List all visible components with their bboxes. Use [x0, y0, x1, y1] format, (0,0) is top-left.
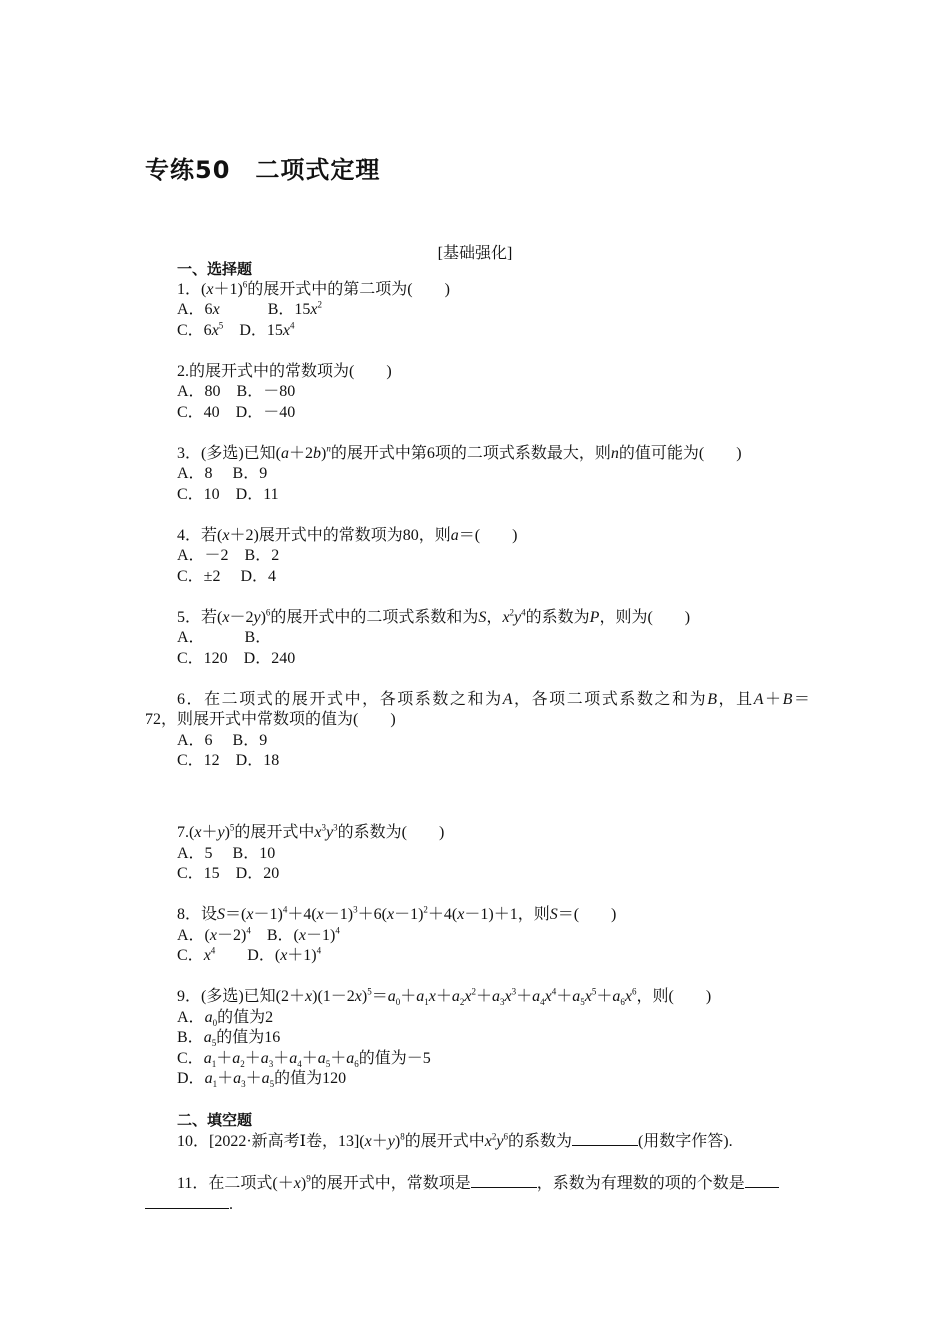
question-4-options-ab: A．－2 B．2	[177, 547, 280, 564]
question-11-line-2: .	[145, 1194, 810, 1216]
question-4-options-cd: C．±2 D．4	[177, 567, 277, 585]
question-2: 2.的展开式中的常数项为( )	[177, 362, 392, 380]
question-1-options-cd: C．$6x^5$ D．$15x^4$	[177, 320, 295, 339]
q1-option-c: C．6	[177, 321, 212, 339]
question-1: 1．$(x+1)^6$的展开式中的第二项为( )	[177, 279, 450, 298]
worksheet-body	[145, 259, 810, 1216]
question-8: 8．设$S=(x-1)^4+4(x-1)^3+6(x-1)^2+4(x-1)+1$，则S＝( )	[177, 904, 617, 923]
question-8-number: 8．设	[177, 906, 218, 923]
question-9-option-b: B．$a_5$的值为16	[177, 1029, 281, 1049]
question-8-options-cd: C．$x^4$ D．$(x+1)^4$	[177, 945, 322, 964]
question-11: 11．在二项式$(+x)^9$的展开式中，常数项是 ，系数为有理数的项的个数是	[145, 1173, 810, 1195]
question-5-number: 5．若(	[177, 608, 223, 626]
question-3-options-ab: A．8 B．9	[177, 465, 268, 482]
answer-blank-10[interactable]	[572, 1131, 638, 1146]
question-11-number: 11．在二项式(＋	[177, 1174, 294, 1192]
question-11-text: 的展开式中，常数项是	[310, 1174, 471, 1192]
question-9-option-d: D．$a_1+a_3+a_5$的值为120	[177, 1070, 347, 1090]
answer-blank-11a[interactable]	[471, 1173, 537, 1188]
question-9-number: 9．(多选)已知(2＋	[177, 988, 305, 1005]
section-label: [基础强化]	[437, 245, 513, 262]
question-9-option-c: C．$a_1+a_2+a_3+a_4+a_5+a_6$的值为－5	[177, 1049, 431, 1069]
question-7-options-cd: C．15 D．20	[177, 865, 280, 882]
question-10-tail: (用数字作答).	[637, 1132, 733, 1150]
question-6-options-cd: C．12 D．18	[177, 752, 280, 769]
page-title: 专练50 二项式定理	[145, 156, 381, 184]
q1-option-b: B．15	[267, 301, 311, 318]
question-6-line-1: 6．在二项式的展开式中，各项系数之和为A，各项二项式系数之和为B，且A＋B＝	[177, 690, 810, 708]
question-6-options-ab: A．6 B．9	[177, 731, 268, 749]
fill-in-heading: 二、填空题	[177, 1111, 253, 1129]
question-8-options-ab: A．$(x-2)^4$ B．$(x-1)^4$	[177, 925, 340, 944]
question-3: 3．(多选)已知$(a+2b)^n$的展开式中第6项的二项式系数最大，则n的值可能为( )	[177, 443, 742, 462]
question-10: 10．[2022·新高考Ⅰ卷，$13](x+y)^8$的展开式中$x^2y^6$的系数为 (用数字作答).	[177, 1131, 733, 1150]
question-7-number: 7.(	[177, 824, 195, 841]
question-7: $7.(x+y)^5$的展开式中$x^3y^3$的系数为( )	[177, 822, 445, 841]
question-2-options-cd: C．40 D．－40	[177, 403, 296, 421]
question-4: 4．若(x＋2)展开式中的常数项为80，则a＝( )	[177, 526, 518, 544]
question-11-text-2: ，系数为有理数的项的个数是	[536, 1174, 745, 1192]
question-1-number: 1．	[177, 280, 202, 298]
answer-blank-11b-cont[interactable]	[145, 1194, 229, 1209]
question-9-option-a: A．$a_0$的值为2	[177, 1008, 274, 1028]
question-2-options-ab: A．80 B．－80	[177, 383, 296, 400]
question-4-number: 4．若(	[177, 526, 223, 544]
question-9: 9．(多选)已知$(2+x)(1-2x)^5=a_0+a_1x+a_2x^2+a_3x^3+a_4x^4+a_5x^5+a_6x^6$，则( )	[177, 986, 712, 1008]
answer-blank-11b[interactable]	[745, 1173, 779, 1188]
question-3-number: 3．(多选)已知(	[177, 444, 281, 462]
multiple-choice-heading: 一、选择题	[177, 260, 253, 278]
question-3-options-cd: C．10 D．11	[177, 485, 279, 503]
question-5-options-ab: A． B．	[177, 629, 272, 646]
question-1-options-ab: A．6x B．$15x^2$	[177, 299, 322, 318]
question-5-options-cd: C．120 D．240	[177, 649, 296, 667]
question-6-line-2: 72，则展开式中常数项的值为( )	[145, 711, 396, 728]
question-5: 5．若$(x-2y)^6$的展开式中的二项式系数和为S，$x^2y^4$的系数为P，则为( )	[177, 607, 691, 626]
q1-option-d: D．15	[239, 321, 283, 339]
question-6-text: 6．在二项式的展开式中，各项系数之和为	[177, 690, 503, 708]
q1-option-a: A．6	[177, 301, 213, 318]
question-7-options-ab: A．5 B．10	[177, 844, 276, 862]
question-10-number: 10．[2022·新高考Ⅰ卷，13](	[177, 1132, 365, 1150]
